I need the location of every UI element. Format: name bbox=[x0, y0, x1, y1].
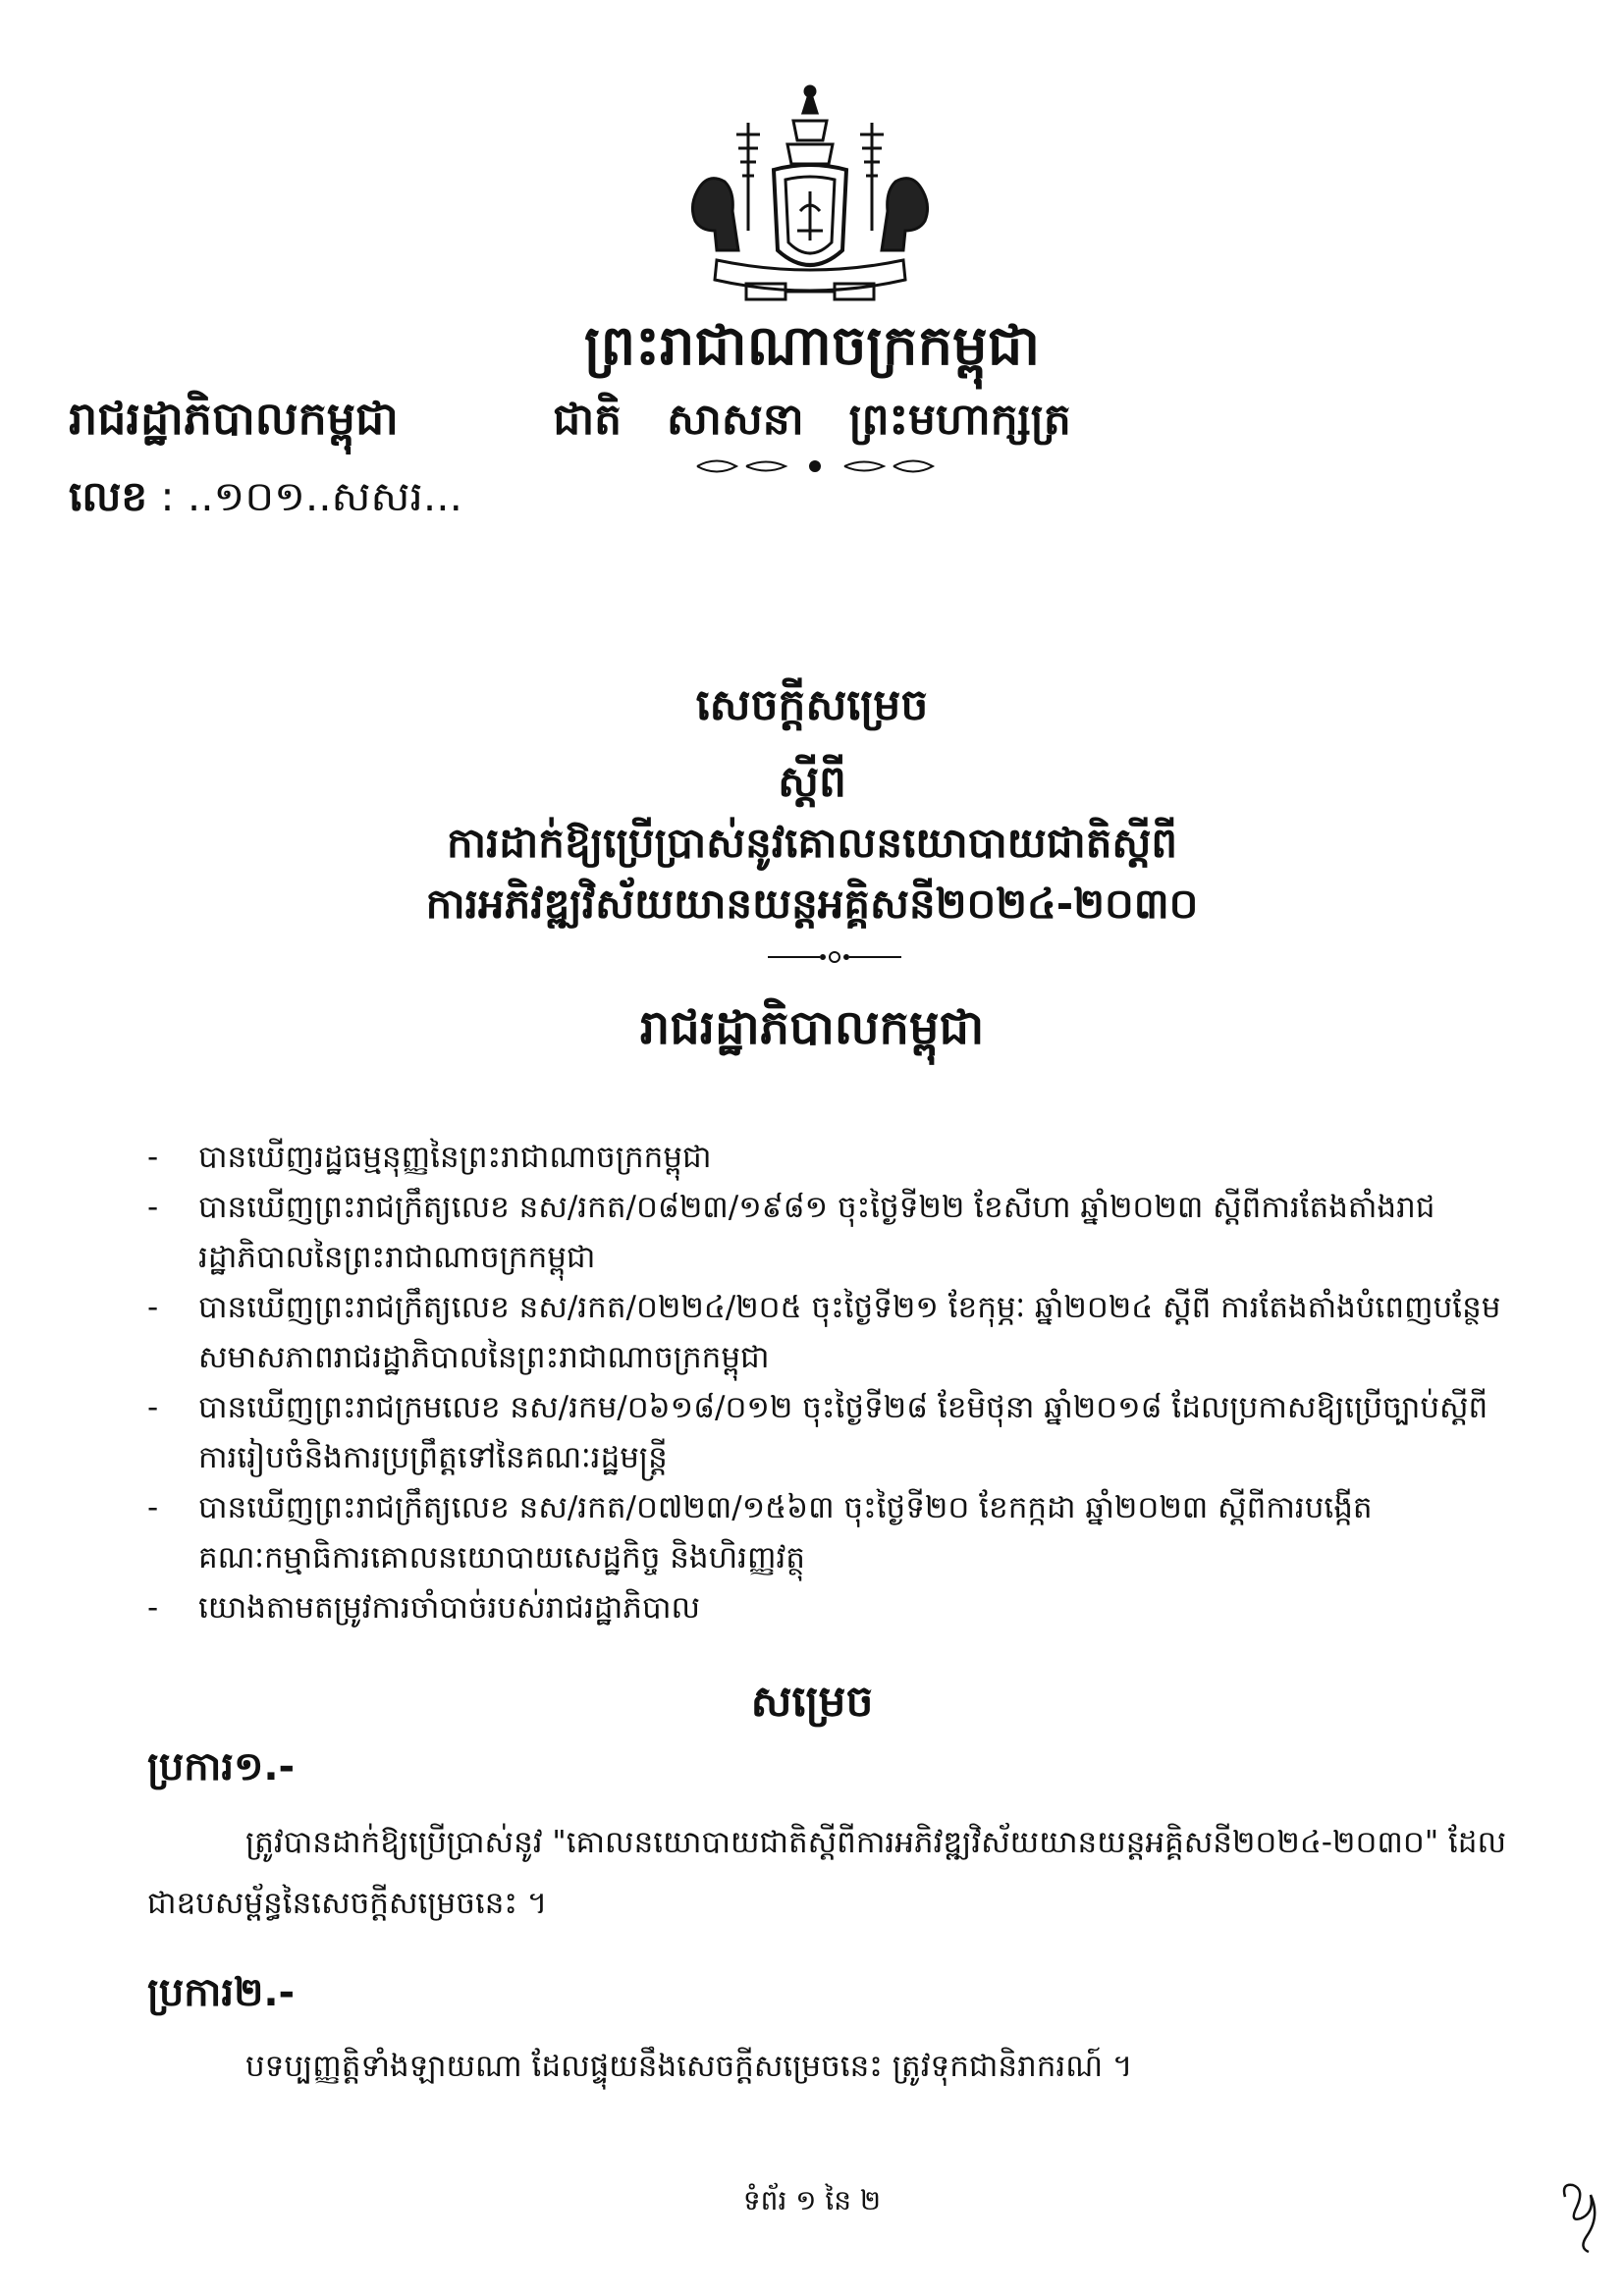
decision-subject-line-2: ការអភិវឌ្ឍវិស័យយានយន្តអគ្គិសនី២០២៤-២០៣០ bbox=[425, 880, 1199, 928]
issuing-authority: រាជរដ្ឋាភិបាលកម្ពុជា bbox=[69, 392, 399, 445]
list-item: - បានឃើញរដ្ឋធម្មនុញ្ញនៃព្រះរាជាណាចក្រកម្ពុជា bbox=[147, 1140, 712, 1175]
section-divider-ornament bbox=[766, 948, 903, 966]
decision-title: សេចក្តីសម្រេច bbox=[695, 680, 929, 730]
decision-heading: សម្រេច bbox=[750, 1677, 874, 1727]
considerations-list bbox=[147, 1133, 1512, 1633]
article-1-body: ត្រូវបានដាក់ឱ្យប្រើប្រាស់នូវ "គោលនយោបាយជាតិស្តីពីការអភិវឌ្ឍវិស័យយានយន្តអគ្គិសនី២០២៤-២០៣០" ដែលជាឧបសម្ព័ន្ធនៃសេចក្តីសម្រេចនេះ ។ bbox=[147, 1825, 1506, 1921]
article-2-body: បទប្បញ្ញត្តិទាំងឡាយណា ដែលផ្ទុយនឹងសេចក្តីសម្រេចនេះ ត្រូវទុកជានិរាករណ៍ ។ bbox=[245, 2049, 1133, 2084]
article-2-title: ប្រការ២.- bbox=[147, 1970, 296, 2015]
document-number-label: លេខ bbox=[69, 472, 147, 520]
divider-ornament bbox=[687, 454, 943, 479]
list-item: - បានឃើញព្រះរាជក្រមលេខ នស/រកម/០៦១៨/០១២ ចុះថ្ងៃទី២៨ ខែមិថុនា ឆ្នាំ២០១៨ ដែលប្រកាសឱ្យប្រើច្បាប់ស្តីពីការរៀបចំនិងការប្រព្រឹត្តទៅនៃគណៈរដ្ឋមន្ត្រី bbox=[147, 1390, 1489, 1475]
kingdom-title: ព្រះរាជាណាចក្រកម្ពុជា bbox=[583, 314, 1041, 378]
list-item: - បានឃើញព្រះរាជក្រឹត្យលេខ នស/រកត/០៨២៣/១៩៨១ ចុះថ្ងៃទី២២ ខែសីហា ឆ្នាំ២០២៣ ស្តីពីការតែងតាំងរាជរដ្ឋាភិបាលនៃព្រះរាជាណាចក្រកម្ពុជា bbox=[147, 1190, 1435, 1275]
decision-subject-label: ស្តីពី bbox=[778, 757, 846, 807]
page-number: ទំព័រ ១ នៃ ២ bbox=[742, 2184, 882, 2216]
article-1-title: ប្រការ១.- bbox=[147, 1744, 296, 1789]
government-heading: រាជរដ្ឋាភិបាលកម្ពុជា bbox=[639, 1000, 985, 1055]
list-item: - បានឃើញព្រះរាជក្រឹត្យលេខ នស/រកត/០៧២៣/១៥៦៣ ចុះថ្ងៃទី២០ ខែកក្កដា ឆ្នាំ២០២៣ ស្តីពីការបង្កើតគណៈកម្មាធិការគោលនយោបាយសេដ្ឋកិច្ច និងហិរញ្ញវត្ថុ bbox=[147, 1490, 1373, 1575]
list-item: - យោងតាមតម្រូវការចាំបាច់របស់រាជរដ្ឋាភិបាល bbox=[147, 1590, 701, 1626]
handwritten-initial bbox=[1551, 2177, 1610, 2256]
list-item: - បានឃើញព្រះរាជក្រឹត្យលេខ នស/រកត/០២២៤/២០៥ ចុះថ្ងៃទី២១ ខែកុម្ភៈ ឆ្នាំ២០២៤ ស្តីពី ការតែងតាំងបំពេញបន្ថែមសមាសភាពរាជរដ្ឋាភិបាលនៃព្រះរាជាណាចក្រកម្ពុជា bbox=[147, 1290, 1501, 1375]
document-number bbox=[69, 469, 462, 524]
royal-coat-of-arms-emblem bbox=[677, 83, 943, 329]
document-number-value: : ..១០១..សសរ... bbox=[160, 472, 462, 520]
national-motto: ជាតិ សាសនា ព្រះមហាក្សត្រ bbox=[553, 395, 1071, 445]
decision-subject-line-1: ការដាក់ឱ្យប្រើប្រាស់នូវគោលនយោបាយជាតិស្តីពី bbox=[446, 819, 1178, 867]
